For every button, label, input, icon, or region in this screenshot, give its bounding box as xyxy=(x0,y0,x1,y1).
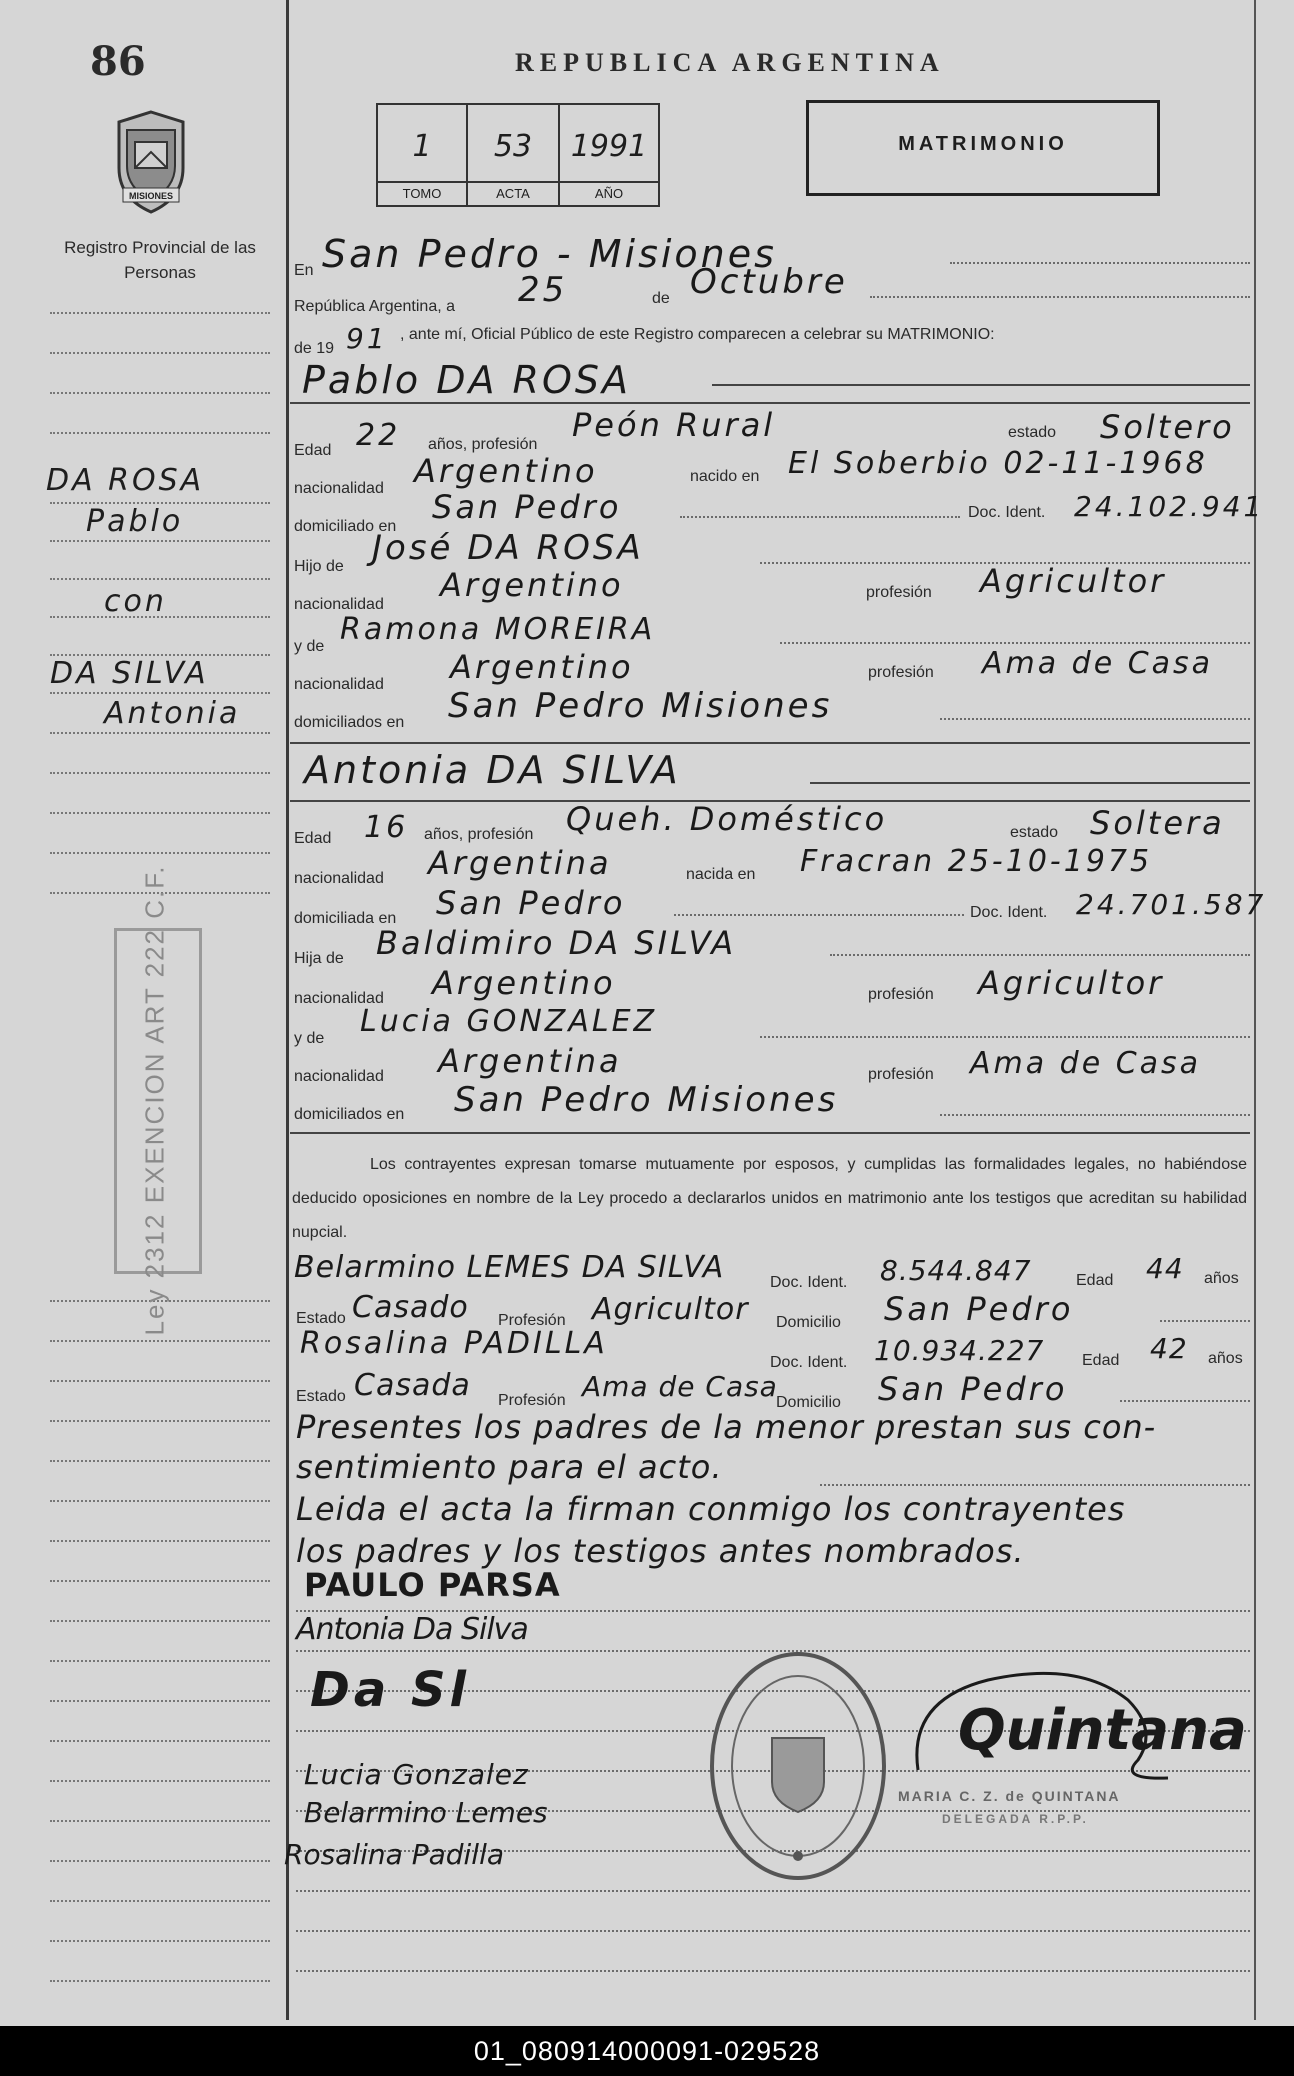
groom-birth-label: nacido en xyxy=(690,468,760,485)
bride-full-name: Antonia DA SILVA xyxy=(304,748,681,792)
groom-profession: Peón Rural xyxy=(572,406,776,444)
bride-signature: Antonia Da Silva xyxy=(296,1612,528,1647)
year-prefix: de 19 xyxy=(294,340,335,357)
margin-line xyxy=(50,732,270,734)
witness2-profession-label: Profesión xyxy=(498,1392,566,1409)
section-divider-groom xyxy=(290,402,1250,404)
margin-line xyxy=(50,772,270,774)
footer-bar xyxy=(0,2026,1294,2076)
witness1-name: Belarmino LEMES DA SILVA xyxy=(294,1250,725,1285)
margin-line xyxy=(50,1820,270,1822)
de-label: de xyxy=(652,290,670,307)
groom-birth: El Soberbio 02-11-1968 xyxy=(788,446,1208,481)
bride-father: Baldimiro DA SILVA xyxy=(376,924,737,962)
bride-mother-nationality: Argentina xyxy=(438,1042,622,1080)
groom-doc: 24.102.941 xyxy=(1074,490,1265,523)
witness1-profession-label: Profesión xyxy=(498,1312,566,1329)
groom-parents-domicile: San Pedro Misiones xyxy=(448,686,833,726)
image-identifier: 01_080914000091-029528 xyxy=(473,2036,821,2066)
bride-mother-line xyxy=(760,1036,1250,1038)
margin-line xyxy=(50,616,270,618)
groom-age-label: Edad xyxy=(294,442,332,459)
bride-parents-domicile-label: domiciliados en xyxy=(294,1106,405,1123)
parents-signature: Da Sl xyxy=(310,1662,470,1718)
note-line-2: sentimiento para el acto. xyxy=(296,1448,723,1486)
note-line-1: Presentes los padres de la menor prestan sus con- xyxy=(296,1408,1157,1446)
groom-domicile-line xyxy=(680,516,960,518)
republic-label: República Argentina, a xyxy=(294,298,455,315)
margin-line xyxy=(50,540,270,542)
witness2-domicile-label: Domicilio xyxy=(776,1394,841,1411)
bride-father-label: Hija de xyxy=(294,950,344,967)
groom-nationality: Argentino xyxy=(414,452,598,490)
witness2-years-label: años xyxy=(1208,1350,1243,1367)
bride-father-profession: Agricultor xyxy=(978,964,1165,1002)
witness1-status-label: Estado xyxy=(296,1310,346,1327)
groom-doc-label: Doc. Ident. xyxy=(968,504,1046,521)
witness1-signature: Belarmino Lemes xyxy=(304,1796,548,1829)
note-line-3: Leida el acta la firman conmigo los contrayentes xyxy=(296,1490,1126,1528)
witness2-profession: Ama de Casa xyxy=(582,1370,778,1403)
bride-mother: Lucia GONZALEZ xyxy=(360,1004,658,1039)
bride-father-nationality-label: nacionalidad xyxy=(294,990,384,1007)
groom-signature: PAULO PARSA xyxy=(304,1566,561,1604)
official-role: DELEGADA R.P.P. xyxy=(942,1812,1089,1826)
bride-mother-label: y de xyxy=(294,1030,325,1047)
groom-age: 22 xyxy=(356,418,401,453)
mother-signature: Lucia Gonzalez xyxy=(304,1758,529,1791)
bride-profession: Queh. Doméstico xyxy=(566,800,888,838)
margin-line xyxy=(50,852,270,854)
margin-line xyxy=(50,1420,270,1422)
preamble-text: , ante mí, Oficial Público de este Registro comparecen a celebrar su MATRIMONIO: xyxy=(400,326,995,343)
margin-line xyxy=(50,392,270,394)
margin-line xyxy=(50,1460,270,1462)
bride-name-line xyxy=(810,782,1250,784)
act-type: MATRIMONIO xyxy=(898,133,1068,155)
witness2-signature: Rosalina Padilla xyxy=(284,1838,505,1871)
witness2-domicile-line xyxy=(1120,1400,1250,1402)
bride-mother-profession-label: profesión xyxy=(868,1066,934,1083)
groom-mother-line xyxy=(780,642,1250,644)
witness1-status: Casado xyxy=(352,1290,469,1325)
groom-mother-profession-label: profesión xyxy=(868,664,934,681)
margin-line xyxy=(50,812,270,814)
exemption-stamp-text: Ley 2312 EXENCION ART 222 C.F. xyxy=(139,864,170,1336)
margin-line xyxy=(50,1940,270,1942)
day-value: 25 xyxy=(518,270,568,310)
margin-line xyxy=(50,1540,270,1542)
bride-birth-label: nacida en xyxy=(686,866,756,883)
anio-cell xyxy=(560,105,658,205)
witness2-age: 42 xyxy=(1150,1332,1188,1365)
margin-line xyxy=(50,692,270,694)
bride-father-nationality: Argentino xyxy=(432,964,616,1002)
bride-nationality: Argentina xyxy=(428,844,612,882)
witness2-name: Rosalina PADILLA xyxy=(300,1326,608,1361)
anio-value: 1991 xyxy=(570,129,648,164)
witness1-domicile-label: Domicilio xyxy=(776,1314,841,1331)
bride-status-label: estado xyxy=(1010,824,1059,841)
note-line-4: los padres y los testigos antes nombrados. xyxy=(296,1532,1025,1570)
groom-father-nationality-label: nacionalidad xyxy=(294,596,384,613)
note-line-2-fill xyxy=(820,1484,1250,1486)
witness2-age-label: Edad xyxy=(1082,1352,1120,1369)
margin-line xyxy=(50,1340,270,1342)
tomo-cell xyxy=(378,105,468,205)
bride-parents-domicile: San Pedro Misiones xyxy=(454,1080,839,1120)
groom-father: José DA ROSA xyxy=(372,528,644,568)
groom-parents-domicile-line xyxy=(940,718,1250,720)
margin-divider xyxy=(286,0,289,2020)
witness1-age: 44 xyxy=(1146,1252,1184,1285)
witness1-profession: Agricultor xyxy=(592,1292,749,1327)
page-number: 86 xyxy=(90,38,146,85)
witness1-doc: 8.544.847 xyxy=(880,1254,1032,1287)
groom-status-label: estado xyxy=(1008,424,1057,441)
witness2-doc-label: Doc. Ident. xyxy=(770,1354,848,1371)
groom-father-profession-label: profesión xyxy=(866,584,932,601)
witness1-domicile: San Pedro xyxy=(884,1290,1074,1328)
margin-line xyxy=(50,1380,270,1382)
witness2-status: Casada xyxy=(354,1368,471,1403)
margin-groom-name: Pablo xyxy=(86,504,184,539)
en-label: En xyxy=(294,262,314,279)
provincial-crest-icon xyxy=(113,108,189,216)
page-edge-rule xyxy=(1254,0,1256,2020)
margin-bride-surname: DA SILVA xyxy=(50,656,209,691)
registry-name: Registro Provincial de las Personas xyxy=(64,238,256,282)
margin-line xyxy=(50,1660,270,1662)
margin-line xyxy=(50,432,270,434)
groom-parents-domicile-label: domiciliados en xyxy=(294,714,405,731)
acta-label: ACTA xyxy=(468,181,558,205)
bride-age: 16 xyxy=(364,810,409,845)
margin-line xyxy=(50,1740,270,1742)
margin-bride-name: Antonia xyxy=(104,696,241,731)
witness1-years-label: años xyxy=(1204,1270,1239,1287)
groom-father-nationality: Argentino xyxy=(440,566,624,604)
margin-line xyxy=(50,312,270,314)
groom-profession-label: años, profesión xyxy=(428,436,538,453)
witness1-age-label: Edad xyxy=(1076,1272,1114,1289)
signature-line xyxy=(296,1890,1250,1892)
groom-father-profession: Agricultor xyxy=(980,562,1167,600)
signature-line xyxy=(296,1930,1250,1932)
bride-mother-nationality-label: nacionalidad xyxy=(294,1068,384,1085)
bride-profession-label: años, profesión xyxy=(424,826,534,843)
groom-mother-profession: Ama de Casa xyxy=(982,646,1214,681)
groom-mother-label: y de xyxy=(294,638,325,655)
bride-parents-domicile-line xyxy=(940,1114,1250,1116)
tomo-value: 1 xyxy=(412,129,432,164)
margin-line xyxy=(50,1980,270,1982)
anio-label: AÑO xyxy=(560,181,658,205)
bride-status: Soltera xyxy=(1090,804,1225,842)
margin-connector: con xyxy=(104,584,167,619)
witness2-domicile: San Pedro xyxy=(878,1370,1068,1408)
margin-groom-surname: DA ROSA xyxy=(46,463,205,498)
groom-full-name: Pablo DA ROSA xyxy=(302,358,631,402)
official-seal-icon xyxy=(706,1646,890,1886)
bride-father-profession-label: profesión xyxy=(868,986,934,1003)
margin-line xyxy=(50,1900,270,1902)
bride-domicile: San Pedro xyxy=(436,884,626,922)
acta-value: 53 xyxy=(493,129,533,164)
groom-nationality-label: nacionalidad xyxy=(294,480,384,497)
groom-mother-nationality-label: nacionalidad xyxy=(294,676,384,693)
official-signature-flourish-icon xyxy=(898,1660,1188,1800)
margin-line xyxy=(50,352,270,354)
act-type-box xyxy=(806,100,1160,196)
groom-domicile-label: domiciliado en xyxy=(294,518,397,535)
official-signature: Quintana xyxy=(958,1698,1247,1763)
groom-father-label: Hijo de xyxy=(294,558,344,575)
groom-name-line xyxy=(712,384,1250,386)
signature-line xyxy=(296,1970,1250,1972)
acta-cell xyxy=(468,105,560,205)
month-line xyxy=(870,296,1250,298)
groom-mother: Ramona MOREIRA xyxy=(340,612,656,647)
section-divider-formal xyxy=(290,1132,1250,1134)
margin-line xyxy=(50,1700,270,1702)
witness1-domicile-line xyxy=(1160,1320,1250,1322)
groom-status: Soltero xyxy=(1100,408,1235,446)
groom-domicile: San Pedro xyxy=(432,488,622,526)
year-suffix: 91 xyxy=(346,322,388,355)
bride-doc: 24.701.587 xyxy=(1076,888,1267,921)
margin-line xyxy=(50,1500,270,1502)
witness1-doc-label: Doc. Ident. xyxy=(770,1274,848,1291)
margin-line xyxy=(50,1860,270,1862)
section-divider-bride xyxy=(290,742,1250,744)
margin-line xyxy=(50,578,270,580)
margin-line xyxy=(50,1620,270,1622)
bride-age-label: Edad xyxy=(294,830,332,847)
margin-line xyxy=(50,1580,270,1582)
tomo-label: TOMO xyxy=(378,181,466,205)
witness2-doc: 10.934.227 xyxy=(874,1334,1045,1367)
place-value: San Pedro - Misiones xyxy=(322,232,777,276)
bride-birth: Fracran 25-10-1975 xyxy=(800,844,1153,879)
groom-mother-nationality: Argentino xyxy=(450,648,634,686)
svg-text:MISIONES: MISIONES xyxy=(128,191,174,201)
bride-domicile-line xyxy=(674,914,964,916)
margin-line xyxy=(50,1780,270,1782)
witness2-status-label: Estado xyxy=(296,1388,346,1405)
bride-father-line xyxy=(830,954,1250,956)
bride-domicile-label: domiciliada en xyxy=(294,910,397,927)
formal-paragraph: Los contrayentes expresan tomarse mutuamente por esposos, y cumplidas las formalidades legales, no habiéndose deducido oposiciones en nombre de la Ley procedo a declararlos unidos en matrimonio ante los testigos que acreditan su habilidad nupcial. xyxy=(292,1156,1247,1241)
month-value: Octubre xyxy=(690,262,848,302)
place-line xyxy=(950,262,1250,264)
act-reference-box xyxy=(376,103,660,207)
bride-mother-profession: Ama de Casa xyxy=(970,1046,1202,1081)
bride-doc-label: Doc. Ident. xyxy=(970,904,1048,921)
official-name: MARIA C. Z. de QUINTANA xyxy=(898,1788,1121,1804)
country-title: REPUBLICA ARGENTINA xyxy=(515,48,945,77)
bride-nationality-label: nacionalidad xyxy=(294,870,384,887)
